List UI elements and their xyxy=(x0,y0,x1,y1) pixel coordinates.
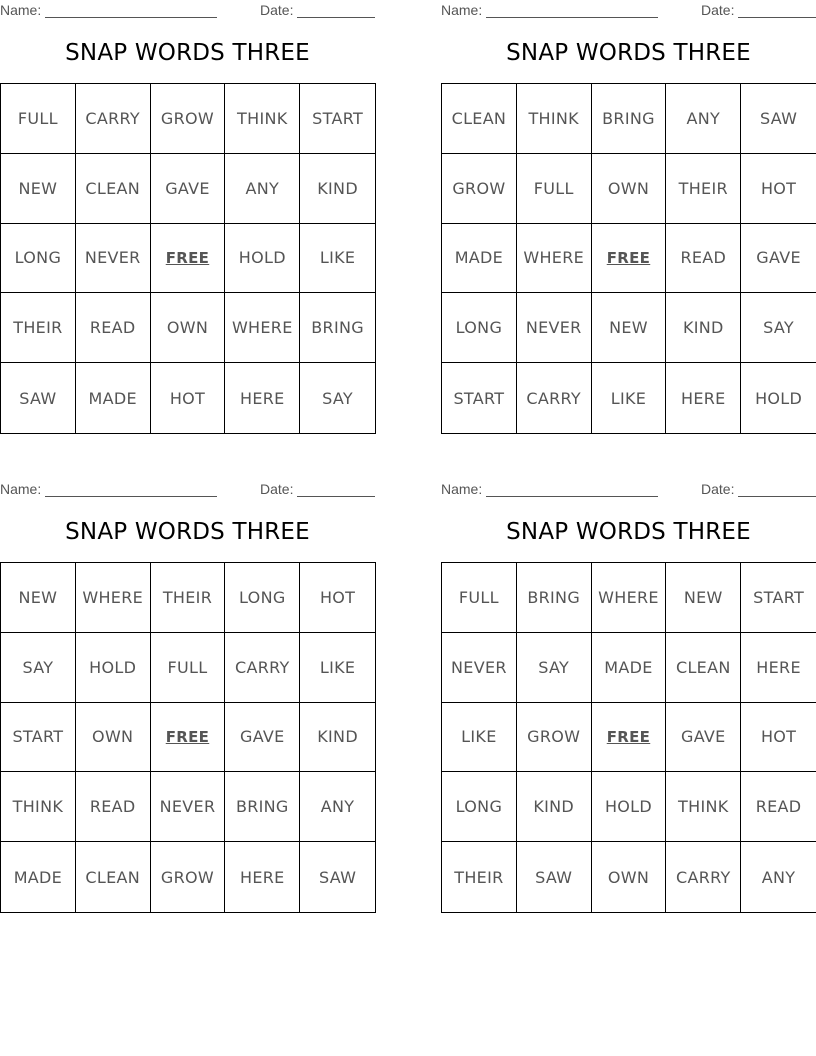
word-cell: ANY xyxy=(761,867,796,887)
word-cell: WHERE xyxy=(76,563,151,633)
name-label: Name: xyxy=(0,2,42,18)
name-label: Name: xyxy=(441,481,483,497)
name-blank-line xyxy=(45,17,217,18)
card-title: SNAP WORDS THREE xyxy=(506,40,751,66)
word-cell: LIKE xyxy=(442,703,517,773)
word-cell: GAVE xyxy=(741,224,816,294)
word-cell: MADE xyxy=(592,633,667,703)
word-cell: GAVE xyxy=(225,703,300,773)
date-label: Date: xyxy=(701,481,735,497)
word-cell: NEVER xyxy=(76,224,151,294)
card-title: SNAP WORDS THREE xyxy=(65,40,310,66)
word-cell: CARRY xyxy=(666,842,741,912)
card-header xyxy=(0,0,375,22)
word-cell: CLEAN xyxy=(666,633,741,703)
free-space-cell: FREE xyxy=(151,703,226,773)
word-cell: OWN xyxy=(592,842,667,912)
word-cell: SAY xyxy=(1,633,76,703)
word-cell: ANY xyxy=(225,154,300,224)
word-cell: THEIR xyxy=(1,293,76,363)
word-cell: NEVER xyxy=(151,772,226,842)
word-cell: CLEAN xyxy=(442,84,517,154)
word-cell: NEW xyxy=(1,154,76,224)
name-label: Name: xyxy=(0,481,42,497)
word-cell: NEVER xyxy=(517,293,592,363)
bingo-card-1 xyxy=(0,0,375,408)
bingo-grid xyxy=(441,562,816,913)
word-cell: GROW xyxy=(517,703,592,773)
word-cell: HOT xyxy=(151,363,226,433)
word-cell: LIKE xyxy=(300,224,375,294)
word-cell: FULL xyxy=(1,84,76,154)
word-cell: MADE xyxy=(442,224,517,294)
date-blank-line xyxy=(738,17,816,18)
word-cell: WHERE xyxy=(592,563,667,633)
word-cell: THEIR xyxy=(151,563,226,633)
word-cell: HOT xyxy=(741,703,816,773)
card-header xyxy=(441,479,816,501)
bingo-grid xyxy=(0,562,376,913)
word-cell: BRING xyxy=(517,563,592,633)
word-cell: CARRY xyxy=(76,84,151,154)
word-cell: THEIR xyxy=(442,842,517,912)
name-blank-line xyxy=(486,496,658,497)
word-cell: LONG xyxy=(442,293,517,363)
word-cell: FULL xyxy=(442,563,517,633)
word-cell: HERE xyxy=(225,842,300,912)
word-cell: START xyxy=(741,563,816,633)
word-cell: START xyxy=(1,703,76,773)
word-cell: OWN xyxy=(151,293,226,363)
word-cell: LIKE xyxy=(592,363,667,433)
word-cell: READ xyxy=(741,772,816,842)
word-cell: ANY xyxy=(300,772,375,842)
word-cell: HERE xyxy=(225,363,300,433)
word-cell: HOLD xyxy=(225,224,300,294)
word-cell: READ xyxy=(76,293,151,363)
bingo-grid xyxy=(441,83,816,434)
word-cell: KIND xyxy=(300,703,375,773)
word-cell: KIND xyxy=(517,772,592,842)
word-cell: GAVE xyxy=(151,154,226,224)
word-cell: SAW xyxy=(318,867,357,887)
word-cell: SAW xyxy=(741,84,816,154)
word-cell: NEVER xyxy=(442,633,517,703)
word-cell: HOT xyxy=(300,563,375,633)
word-cell: HERE xyxy=(666,363,741,433)
bingo-card-2 xyxy=(441,0,816,408)
word-cell: HOLD xyxy=(592,772,667,842)
word-cell: KIND xyxy=(300,154,375,224)
word-cell: SAW xyxy=(517,842,592,912)
bingo-card-4 xyxy=(441,479,816,887)
word-cell: SAY xyxy=(517,633,592,703)
card-title: SNAP WORDS THREE xyxy=(65,519,310,545)
word-cell: KIND xyxy=(666,293,741,363)
word-cell: GROW xyxy=(151,842,226,912)
word-cell: GROW xyxy=(151,84,226,154)
word-cell: GROW xyxy=(442,154,517,224)
word-cell: MADE xyxy=(76,363,151,433)
word-cell: HOLD xyxy=(755,388,803,408)
card-header xyxy=(441,0,816,22)
word-cell: LONG xyxy=(1,224,76,294)
word-cell: BRING xyxy=(300,293,375,363)
word-cell: SAY xyxy=(741,293,816,363)
word-cell: FULL xyxy=(151,633,226,703)
word-cell: THINK xyxy=(517,84,592,154)
date-blank-line xyxy=(297,17,375,18)
word-cell: THINK xyxy=(225,84,300,154)
word-cell: CLEAN xyxy=(76,842,151,912)
word-cell: GAVE xyxy=(666,703,741,773)
word-cell: HOT xyxy=(741,154,816,224)
word-cell: THINK xyxy=(666,772,741,842)
word-cell: READ xyxy=(666,224,741,294)
word-cell: NEW xyxy=(666,563,741,633)
word-cell: FULL xyxy=(517,154,592,224)
word-cell: WHERE xyxy=(517,224,592,294)
date-label: Date: xyxy=(260,481,294,497)
word-cell: LIKE xyxy=(300,633,375,703)
word-cell: SAW xyxy=(1,363,76,433)
word-cell: BRING xyxy=(225,772,300,842)
card-title: SNAP WORDS THREE xyxy=(506,519,751,545)
date-blank-line xyxy=(297,496,375,497)
word-cell: WHERE xyxy=(225,293,300,363)
word-cell: BRING xyxy=(592,84,667,154)
word-cell: NEW xyxy=(1,563,76,633)
word-cell: THINK xyxy=(1,772,76,842)
word-cell: LONG xyxy=(225,563,300,633)
card-header xyxy=(0,479,375,501)
word-cell: NEW xyxy=(592,293,667,363)
date-label: Date: xyxy=(701,2,735,18)
word-cell: ANY xyxy=(666,84,741,154)
free-space-cell: FREE xyxy=(592,224,667,294)
word-cell: CARRY xyxy=(225,633,300,703)
bingo-card-3 xyxy=(0,479,375,887)
name-blank-line xyxy=(45,496,217,497)
word-cell: HOLD xyxy=(76,633,151,703)
word-cell: MADE xyxy=(1,842,76,912)
bingo-grid xyxy=(0,83,376,434)
word-cell: SAY xyxy=(322,388,354,408)
free-space-cell: FREE xyxy=(151,224,226,294)
word-cell: OWN xyxy=(592,154,667,224)
free-space-cell: FREE xyxy=(592,703,667,773)
word-cell: CLEAN xyxy=(76,154,151,224)
date-label: Date: xyxy=(260,2,294,18)
word-cell: THEIR xyxy=(666,154,741,224)
word-cell: LONG xyxy=(442,772,517,842)
word-cell: CARRY xyxy=(517,363,592,433)
name-label: Name: xyxy=(441,2,483,18)
name-blank-line xyxy=(486,17,658,18)
word-cell: OWN xyxy=(76,703,151,773)
word-cell: READ xyxy=(76,772,151,842)
word-cell: HERE xyxy=(741,633,816,703)
word-cell: START xyxy=(442,363,517,433)
date-blank-line xyxy=(738,496,816,497)
word-cell: START xyxy=(300,84,375,154)
